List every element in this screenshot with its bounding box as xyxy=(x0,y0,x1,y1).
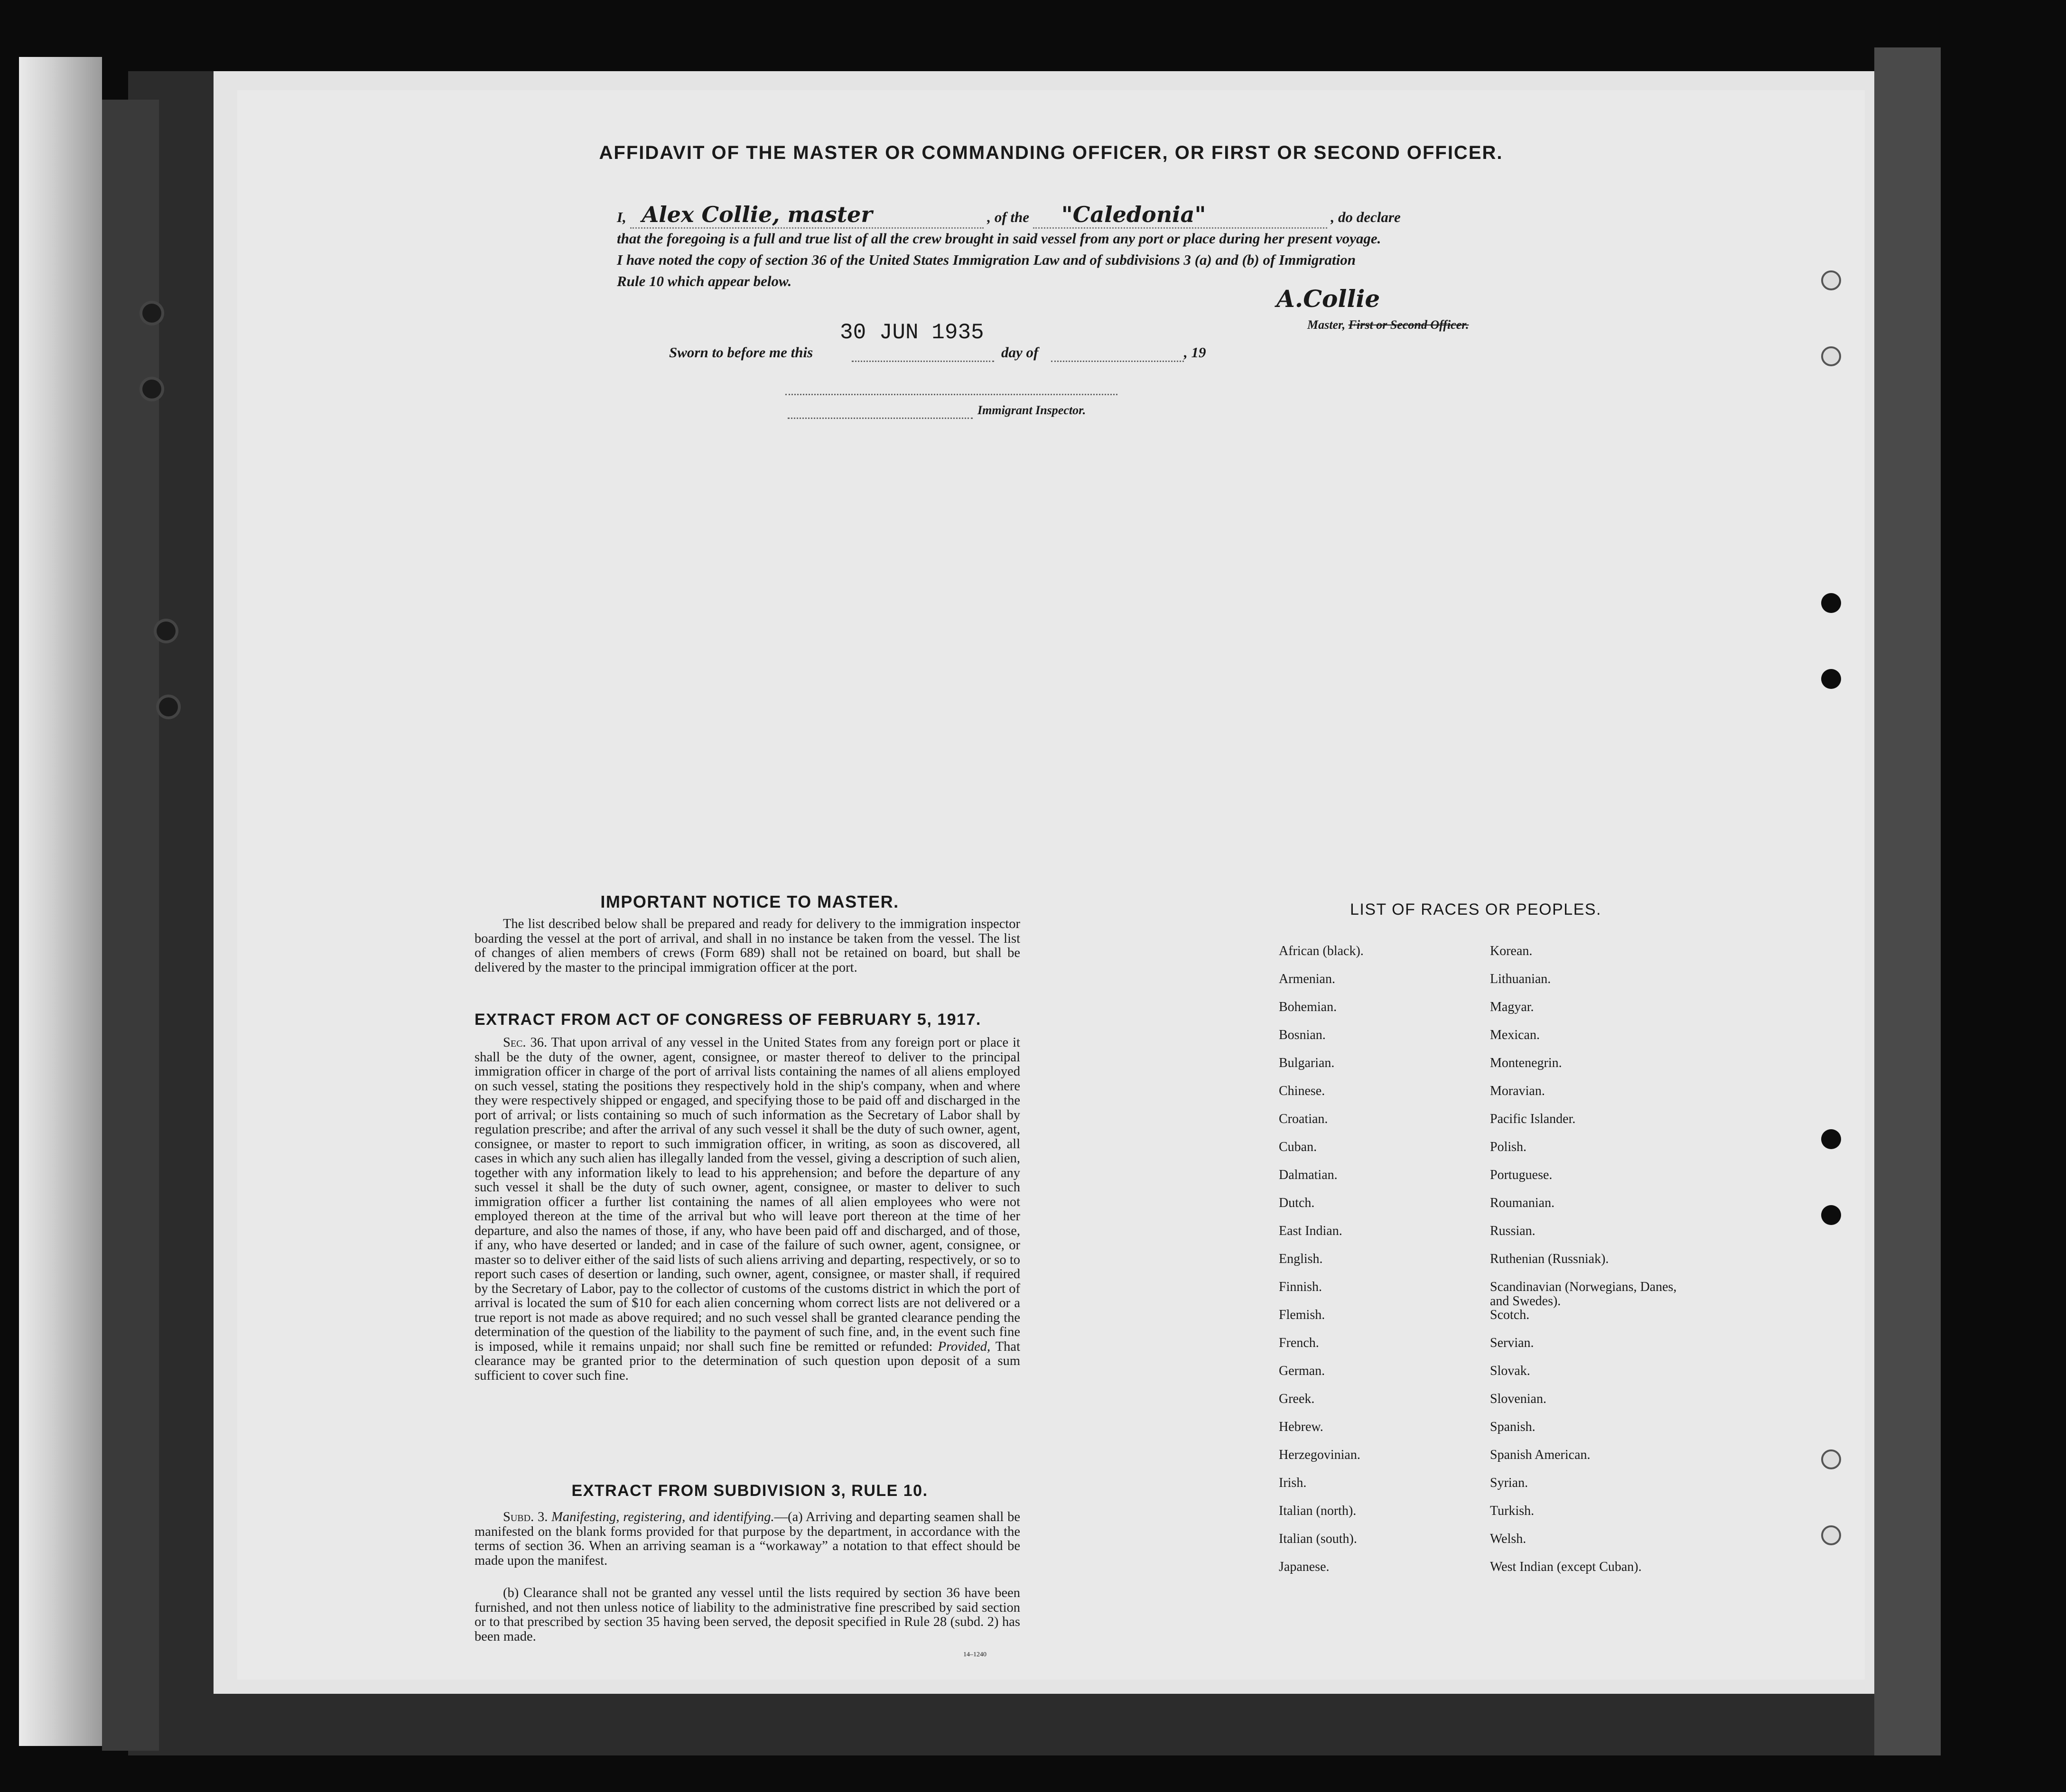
sworn-text: Sworn to before me this xyxy=(669,344,813,361)
race-item: Japanese. xyxy=(1279,1560,1330,1574)
race-item: West Indian (except Cuban). xyxy=(1490,1560,1642,1574)
binder-peg xyxy=(157,622,176,641)
sworn-month-blank xyxy=(1051,361,1184,362)
race-item: English. xyxy=(1279,1252,1323,1266)
race-item: Slovenian. xyxy=(1490,1392,1546,1406)
race-item: Dutch. xyxy=(1279,1196,1315,1210)
race-item: Herzegovinian. xyxy=(1279,1448,1360,1462)
do-declare-text: , do declare xyxy=(1331,209,1401,225)
binder-edge xyxy=(19,57,102,1746)
race-item: African (black). xyxy=(1279,944,1364,958)
date-stamp: 30 JUN 1935 xyxy=(840,320,984,345)
race-item: Slovak. xyxy=(1490,1364,1530,1378)
binder-peg xyxy=(142,380,161,399)
race-item: Cuban. xyxy=(1279,1140,1317,1154)
section-label: Sec. 36. xyxy=(503,1035,548,1050)
sworn-year: , 19 xyxy=(1184,344,1206,361)
race-item: Flemish. xyxy=(1279,1308,1325,1322)
subd-a-text: —(a) Arriving and departing seamen shall be manifested on the blank forms provided for that purpose by the department, in accordance with the terms of section 36. When an arriving seaman is a “workaway” a notation to that effect should be made upon the manifest. xyxy=(475,1510,1021,1568)
race-item: Italian (south). xyxy=(1279,1532,1357,1546)
notice-title: IMPORTANT NOTICE TO MASTER. xyxy=(600,892,899,911)
race-item: Spanish American. xyxy=(1490,1448,1591,1462)
race-item: Syrian. xyxy=(1490,1476,1528,1490)
extract-act-body xyxy=(475,1036,1020,1383)
race-item: French. xyxy=(1279,1336,1319,1350)
race-item: Montenegrin. xyxy=(1490,1056,1562,1070)
sworn-day-blank xyxy=(852,361,994,362)
affidavit-title: AFFIDAVIT OF THE MASTER OR COMMANDING OFFICER, OR FIRST OR SECOND OFFICER. xyxy=(599,142,1503,163)
extract-rule-title: EXTRACT FROM SUBDIVISION 3, RULE 10. xyxy=(571,1482,928,1500)
master-signature-handwritten: A.Collie xyxy=(1276,285,1380,313)
punch-hole xyxy=(1821,1205,1841,1225)
race-item: Italian (north). xyxy=(1279,1504,1357,1518)
race-item: Scotch. xyxy=(1490,1308,1530,1322)
inspector-blank-line xyxy=(788,418,973,419)
extract-act-title: EXTRACT FROM ACT OF CONGRESS OF FEBRUARY 5, 1917. xyxy=(475,1011,981,1029)
race-item: Greek. xyxy=(1279,1392,1315,1406)
race-item: Scandinavian (Norwegians, Danes, and Swedes). xyxy=(1490,1280,1677,1309)
race-item: Korean. xyxy=(1490,944,1533,958)
race-item: East Indian. xyxy=(1279,1224,1342,1238)
extract-rule-subd-a xyxy=(475,1510,1020,1568)
races-right-column xyxy=(1490,944,1699,1588)
notice-text: The list described below shall be prepared and ready for delivery to the immigration inspector boarding the vessel at the port of arrival, and shall in no instance be taken from the vessel. The list of changes of alien members of crews (Form 689) shall not be retained on board, but shall be delivered by the master to the principal immigration officer at the port. xyxy=(475,917,1020,975)
affidavit-line-4: Rule 10 which appear below. xyxy=(617,273,792,289)
race-item: Turkish. xyxy=(1490,1504,1535,1518)
race-item: Bulgarian. xyxy=(1279,1056,1335,1070)
race-item: Moravian. xyxy=(1490,1084,1545,1098)
affidavit-declaration-line xyxy=(617,202,1571,230)
signature-blank-line xyxy=(785,394,1117,395)
punch-hole xyxy=(1821,1525,1841,1545)
race-item: Bosnian. xyxy=(1279,1028,1326,1042)
race-item: Welsh. xyxy=(1490,1532,1526,1546)
role-master: Master, xyxy=(1307,318,1346,332)
race-item: Russian. xyxy=(1490,1224,1536,1238)
declare-i: I, xyxy=(617,209,626,225)
section-text-end: That clearance may be granted prior to the determination of such question upon deposit of a sum sufficient to cover such fine. xyxy=(475,1339,1020,1383)
race-item: Servian. xyxy=(1490,1336,1534,1350)
right-page-edge xyxy=(1874,47,1941,1755)
race-item: Lithuanian. xyxy=(1490,972,1551,986)
race-item: Polish. xyxy=(1490,1140,1527,1154)
race-item: Portuguese. xyxy=(1490,1168,1553,1182)
affidavit-line-3: I have noted the copy of section 36 of the United States Immigration Law and of subdivisions 3 (a) and (b) of Immigration xyxy=(617,251,1356,268)
binder-peg xyxy=(142,304,161,323)
subd-label: Subd. 3. xyxy=(503,1510,548,1524)
race-item: Armenian. xyxy=(1279,972,1335,986)
race-item: Hebrew. xyxy=(1279,1420,1323,1434)
race-item: Magyar. xyxy=(1490,1000,1534,1014)
extract-rule-subd-b: (b) Clearance shall not be granted any vessel until the lists required by section 36 have been furnished, and not then unless notice of liability to the administrative fine prescribed by said section or to that prescribed by section 35 having been served, the deposit specified in Rule 28 (subd. 2) has been made. xyxy=(475,1586,1020,1644)
punch-hole xyxy=(1821,1129,1841,1149)
punch-hole xyxy=(1821,1449,1841,1469)
races-left-column xyxy=(1279,944,1469,1588)
binder-peg xyxy=(159,697,178,716)
race-item: Finnish. xyxy=(1279,1280,1322,1294)
binder-strip xyxy=(102,100,159,1751)
race-item: Dalmatian. xyxy=(1279,1168,1338,1182)
race-item: Bohemian. xyxy=(1279,1000,1337,1014)
punch-hole xyxy=(1821,669,1841,689)
vessel-name-handwritten: "Caledonia" xyxy=(1033,202,1327,229)
races-title: LIST OF RACES OR PEOPLES. xyxy=(1349,901,1602,919)
of-the-text: , of the xyxy=(987,209,1030,225)
race-item: Roumanian. xyxy=(1490,1196,1555,1210)
subd-heading: Manifesting, registering, and identifying. xyxy=(551,1510,774,1524)
punch-hole xyxy=(1821,593,1841,613)
form-number: 14–1240 xyxy=(963,1651,986,1658)
immigrant-inspector-label: Immigrant Inspector. xyxy=(977,403,1086,417)
race-item: German. xyxy=(1279,1364,1325,1378)
affidavit-line-2: that the foregoing is a full and true list of all the crew brought in said vessel from any port or place during her present voyage. xyxy=(617,230,1381,247)
race-item: Ruthenian (Russniak). xyxy=(1490,1252,1609,1266)
punch-hole xyxy=(1821,346,1841,366)
race-item: Mexican. xyxy=(1490,1028,1540,1042)
declarant-name-handwritten: Alex Collie, master xyxy=(630,202,984,229)
provided-word: Provided, xyxy=(938,1339,991,1354)
punch-hole xyxy=(1821,270,1841,290)
signature-role xyxy=(1307,318,1469,332)
section-text: That upon arrival of any vessel in the United States from any foreign port or place it shall be the duty of the owner, agent, consignee, or master thereof to deliver to the principal immigration officer in charge of the port of arrival lists containing the names of all aliens employed on such vessel, stating the positions they respectively hold in the ship's company, when and where they were respectively shipped or engaged, and specifying those to be paid off and discharged in the port of arrival; or lists containing so much of such information as the Secretary of Labor shall by regulation prescribe; and after the arrival of any such vessel it shall be the duty of such owner, agent, consignee, or master to report to such immigration officer, in writing, as soon as discovered, all cases in which any such alien has illegally landed from the vessel, giving a description of such alien, together with any information likely to lead to his apprehension; and before the departure of any such vessel it shall be the duty of such owner, agent, consignee, or master to deliver to such immigration officer a further list containing the names of all alien employees who were not employed thereon at the time of the arrival but who will leave port thereon at the time of her departure, and also the names of those, if any, who have been paid off and discharged, and of those, if any, who have deserted or landed; and in case of the failure of such owner, agent, consignee, or master so to deliver either of the said lists of such aliens arriving and departing, respectively, or so to report such cases of desertion or landing, such owner, agent, consignee, or master shall, if required by the Secretary of Labor, pay to the collector of customs of the customs district in which the port of arrival is located the sum of $10 for each alien concerning whom correct lists are not delivered or a true report is not made as above required; and no such vessel shall be granted clearance pending the determination of the question of the liability to the payment of such fine, and, in the event such fine is imposed, while it remains unpaid; nor shall such fine be remitted or refunded: xyxy=(475,1035,1020,1354)
role-officer-struck: First or Second Officer. xyxy=(1348,318,1469,332)
sworn-day-of: day of xyxy=(1001,344,1039,361)
race-item: Spanish. xyxy=(1490,1420,1536,1434)
race-item: Pacific Islander. xyxy=(1490,1112,1576,1126)
race-item: Croatian. xyxy=(1279,1112,1328,1126)
race-item: Chinese. xyxy=(1279,1084,1325,1098)
race-item: Irish. xyxy=(1279,1476,1307,1490)
